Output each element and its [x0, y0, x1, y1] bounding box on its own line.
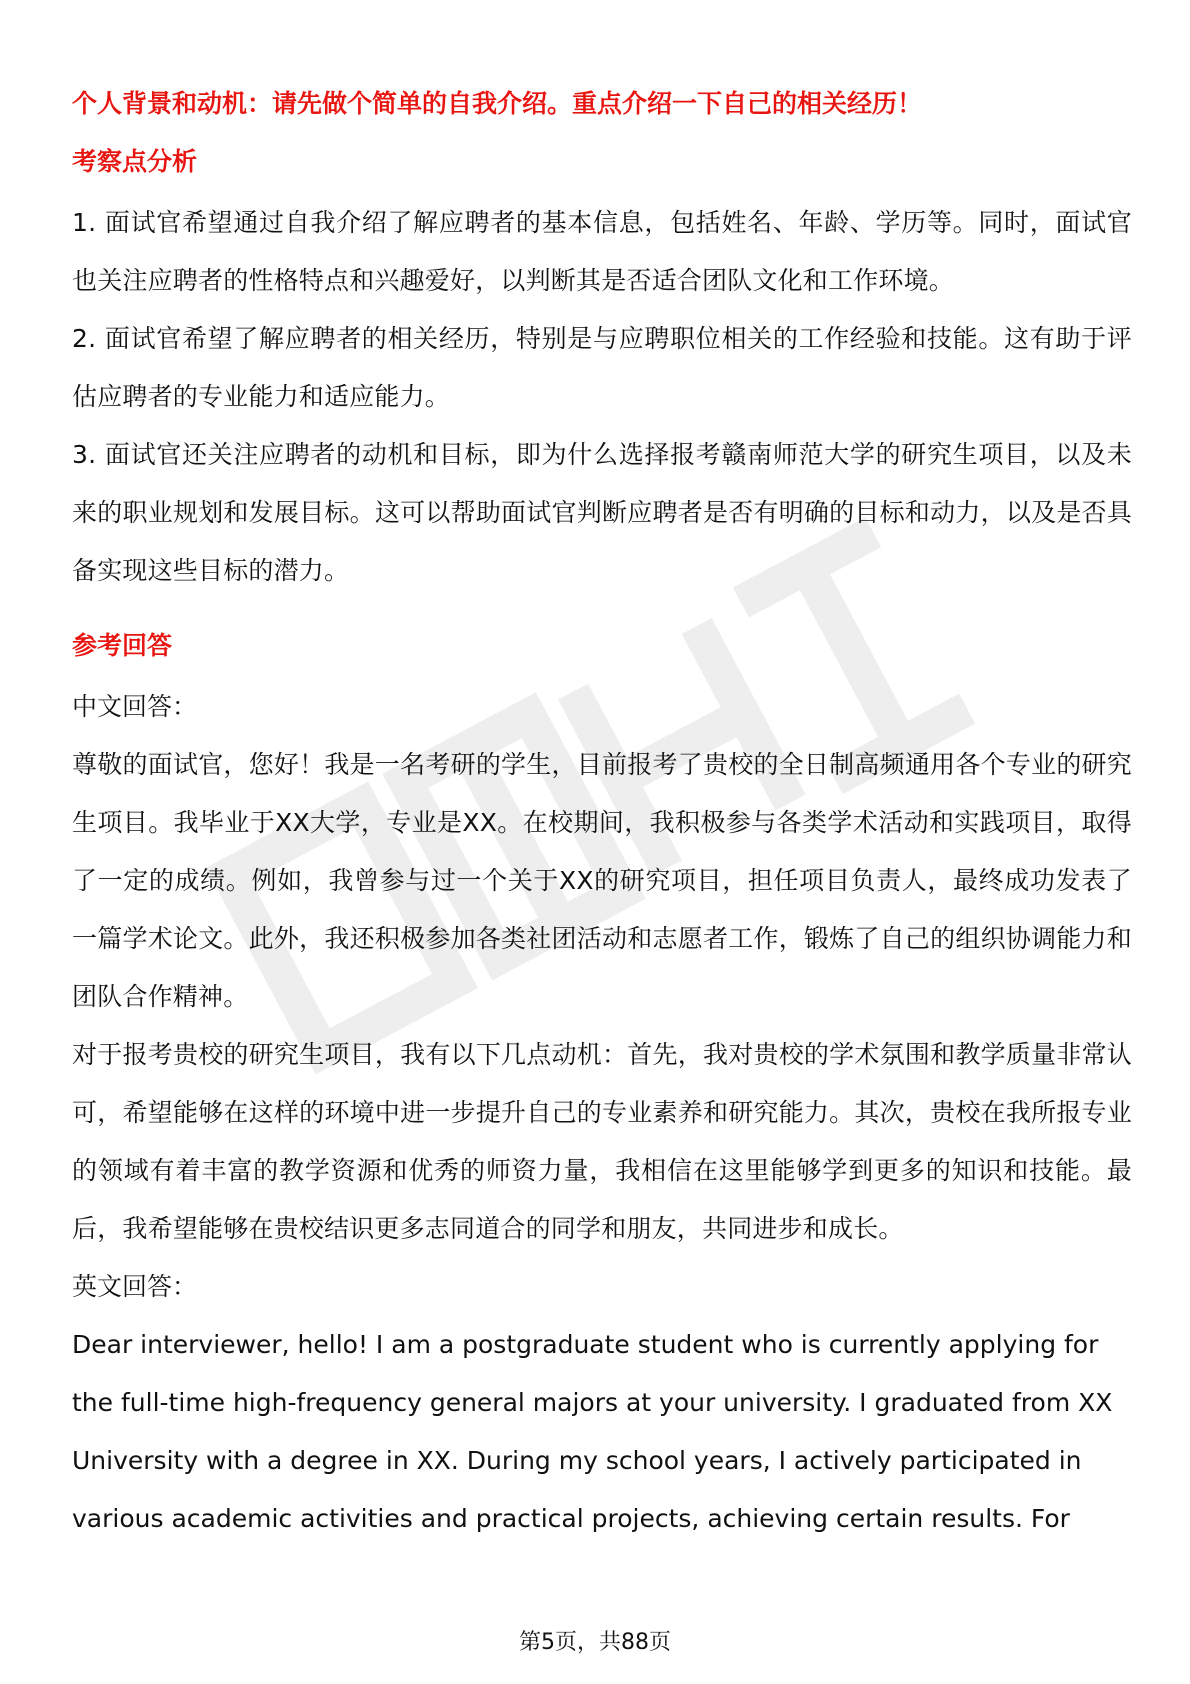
question-heading: 个人背景和动机：请先做个简单的自我介绍。重点介绍一下自己的相关经历！	[72, 89, 923, 118]
reference-heading: 参考回答	[72, 631, 173, 660]
english-answer-label: 英文回答：	[72, 1272, 198, 1301]
analysis-point: 2. 面试官希望了解应聘者的相关经历，特别是与应聘职位相关的工作经验和技能。这有助于评估应聘者的专业能力和适应能力。	[72, 324, 1132, 411]
chinese-answer-label: 中文回答：	[72, 692, 198, 721]
analysis-heading: 考察点分析	[72, 147, 198, 176]
analysis-point: 3. 面试官还关注应聘者的动机和目标，即为什么选择报考赣南师范大学的研究生项目，以及未来的职业规划和发展目标。这可以帮助面试官判断应聘者是否有明确的目标和动力，以及是否具备实现这些目标的潜力。	[72, 440, 1132, 585]
english-answer-paragraph: Dear interviewer, hello! I am a postgraduate student who is currently applying for the full-time high-frequency general majors at your university. I graduated from XX University with a degree in XX. During my school years, I actively participated in various academic activities and practical projects, achieving certain results. For	[72, 1330, 1113, 1533]
document-content	[72, 86, 1132, 1548]
analysis-point: 1. 面试官希望通过自我介绍了解应聘者的基本信息，包括姓名、年龄、学历等。同时，面试官也关注应聘者的性格特点和兴趣爱好，以判断其是否适合团队文化和工作环境。	[72, 208, 1132, 295]
page-number-footer: 第5页，共88页	[519, 1630, 671, 1655]
chinese-answer-paragraph: 尊敬的面试官，您好！我是一名考研的学生，目前报考了贵校的全日制高频通用各个专业的研究生项目。我毕业于XX大学，专业是XX。在校期间，我积极参与各类学术活动和实践项目，取得了一定的成绩。例如，我曾参与过一个关于XX的研究项目，担任项目负责人，最终成功发表了一篇学术论文。此外，我还积极参加各类社团活动和志愿者工作，锻炼了自己的组织协调能力和团队合作精神。	[72, 750, 1132, 1011]
chinese-answer-paragraph: 对于报考贵校的研究生项目，我有以下几点动机：首先，我对贵校的学术氛围和教学质量非常认可，希望能够在这样的环境中进一步提升自己的专业素养和研究能力。其次，贵校在我所报专业的领域有着丰富的教学资源和优秀的师资力量，我相信在这里能够学到更多的知识和技能。最后，我希望能够在贵校结识更多志同道合的同学和朋友，共同进步和成长。	[72, 1040, 1132, 1243]
